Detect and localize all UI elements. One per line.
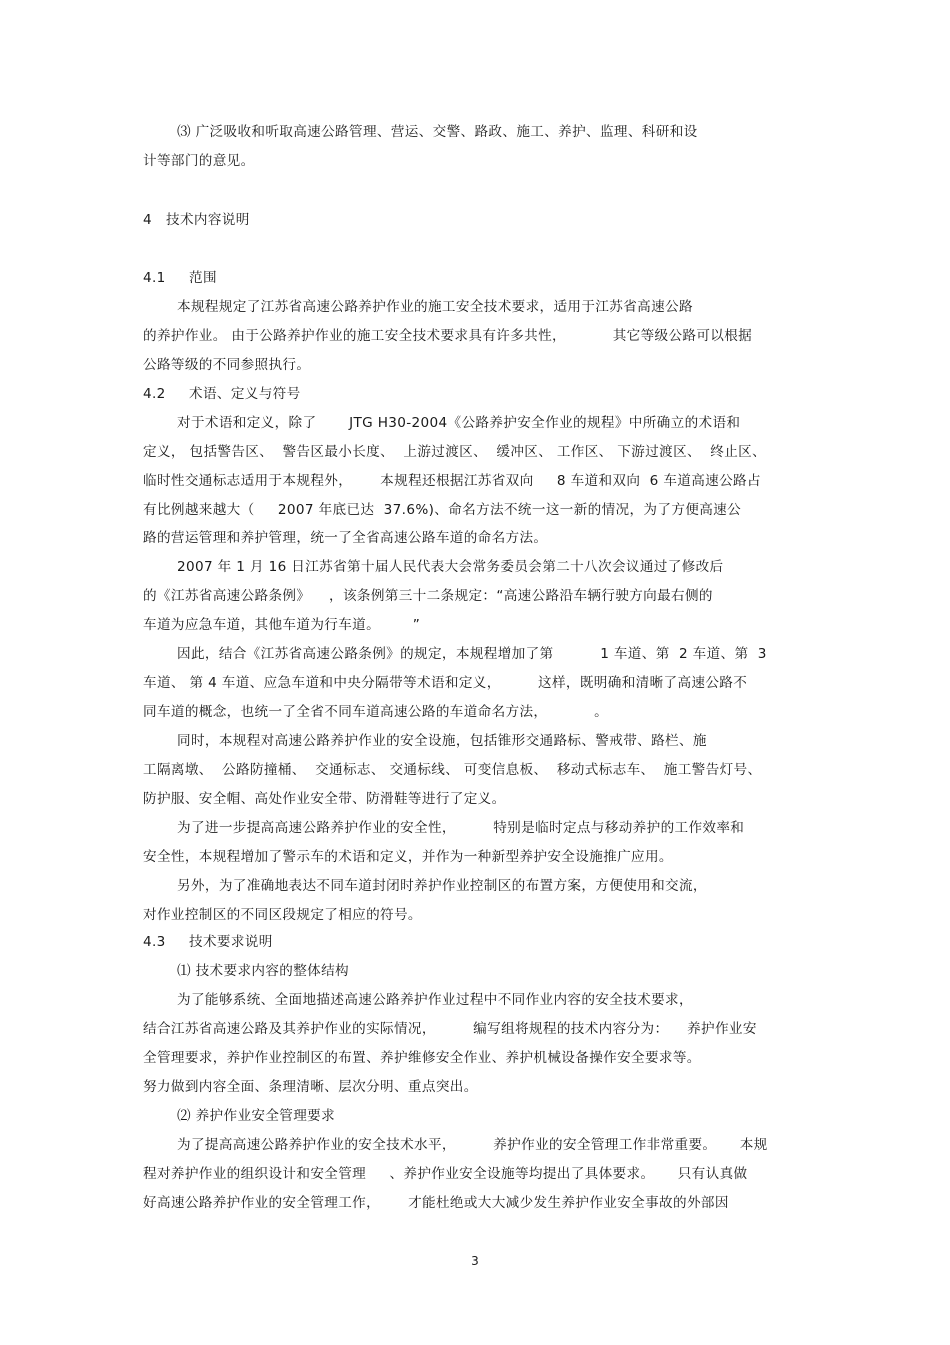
page-number: 3 (471, 1254, 479, 1268)
text-line: 为了能够系统、全面地描述高速公路养护作业过程中不同作业内容的安全技术要求， (177, 992, 693, 1008)
section-heading: 4.1 范围 (143, 270, 217, 286)
text-line: 另外，为了准确地表达不同车道封闭时养护作业控制区的布置方案，方便使用和交流， (177, 878, 707, 894)
text-line: 路的营运管理和养护管理，统一了全省高速公路车道的命名方法。 (143, 530, 548, 546)
text-line: 计等部门的意见。 (143, 153, 255, 169)
section-heading: 4.3 技术要求说明 (143, 934, 273, 950)
text-line: 结合江苏省高速公路及其养护作业的实际情况， 编写组将规程的技术内容分为： 养护作业安 (143, 1021, 757, 1037)
text-line: 全管理要求，养护作业控制区的布置、养护维修安全作业、养护机械设备操作安全要求等。 (143, 1050, 701, 1066)
text-line: 车道、 第 4 车道、应急车道和中央分隔带等术语和定义， 这样，既明确和清晰了高速公路不 (143, 675, 748, 691)
text-line: 安全性，本规程增加了警示车的术语和定义，并作为一种新型养护安全设施推广应用。 (143, 849, 673, 865)
text-line: 对于术语和定义，除了 JTG H30-2004《公路养护安全作业的规程》中所确立的术语和 (177, 415, 741, 431)
text-line: 本规程规定了江苏省高速公路养护作业的施工安全技术要求，适用于江苏省高速公路 (177, 299, 693, 315)
section-heading: 4 技术内容说明 (143, 212, 250, 228)
text-line: 同时，本规程对高速公路养护作业的安全设施，包括锥形交通路标、警戒带、路栏、施 (177, 733, 707, 749)
text-line: 公路等级的不同参照执行。 (143, 357, 311, 373)
text-line: 为了进一步提高高速公路养护作业的安全性， 特别是临时定点与移动养护的工作效率和 (177, 820, 745, 836)
text-line: ⑶ 广泛吸收和听取高速公路管理、营运、交警、路政、施工、养护、监理、科研和设 (177, 124, 698, 140)
text-line: 2007 年 1 月 16 日江苏省第十届人民代表大会常务委员会第二十八次会议通过了修改后 (177, 559, 724, 575)
subsection-heading: ⑵ 养护作业安全管理要求 (177, 1108, 336, 1124)
subsection-heading: ⑴ 技术要求内容的整体结构 (177, 963, 349, 979)
text-line: 努力做到内容全面、条理清晰、层次分明、重点突出。 (143, 1079, 478, 1095)
text-line: 好高速公路养护作业的安全管理工作， 才能杜绝或大大减少发生养护作业安全事故的外部因 (143, 1195, 729, 1211)
text-line: 工隔离墩、 公路防撞桶、 交通标志、 交通标线、 可变信息板、 移动式标志车、 施工警告灯号、 (143, 762, 762, 778)
text-line: 临时性交通标志适用于本规程外， 本规程还根据江苏省双向 8 车道和双向 6 车道高速公路占 (143, 473, 761, 489)
text-line: 因此，结合《江苏省高速公路条例》的规定，本规程增加了第 1 车道、第 2 车道、第 3 (177, 646, 767, 662)
text-line: 有比例越来越大（ 2007 年底已达 37.6%)、命名方法不统一这一新的情况，为了方便高速公 (143, 502, 742, 518)
section-heading: 4.2 术语、定义与符号 (143, 386, 301, 402)
text-line: 程对养护作业的组织设计和安全管理 、养护作业安全设施等均提出了具体要求。 只有认真做 (143, 1166, 748, 1182)
text-line: 同车道的概念，也统一了全省不同车道高速公路的车道命名方法， 。 (143, 704, 609, 720)
text-line: 定义， 包括警告区、 警告区最小长度、 上游过渡区、 缓冲区、 工作区、 下游过渡区、 终止区、 (143, 444, 767, 460)
text-line: 的养护作业。 由于公路养护作业的施工安全技术要求具有许多共性， 其它等级公路可以根据 (143, 328, 753, 344)
text-line: 防护服、安全帽、高处作业安全带、防滑鞋等进行了定义。 (143, 791, 506, 807)
text-line: 对作业控制区的不同区段规定了相应的符号。 (143, 907, 422, 923)
text-line: 的《江苏省高速公路条例》 ，该条例第三十二条规定：“高速公路沿车辆行驶方向最右侧的 (143, 588, 713, 604)
text-line: 车道为应急车道，其他车道为行车道。 ” (143, 617, 421, 633)
text-line: 为了提高高速公路养护作业的安全技术水平， 养护作业的安全管理工作非常重要。 本规 (177, 1137, 768, 1153)
